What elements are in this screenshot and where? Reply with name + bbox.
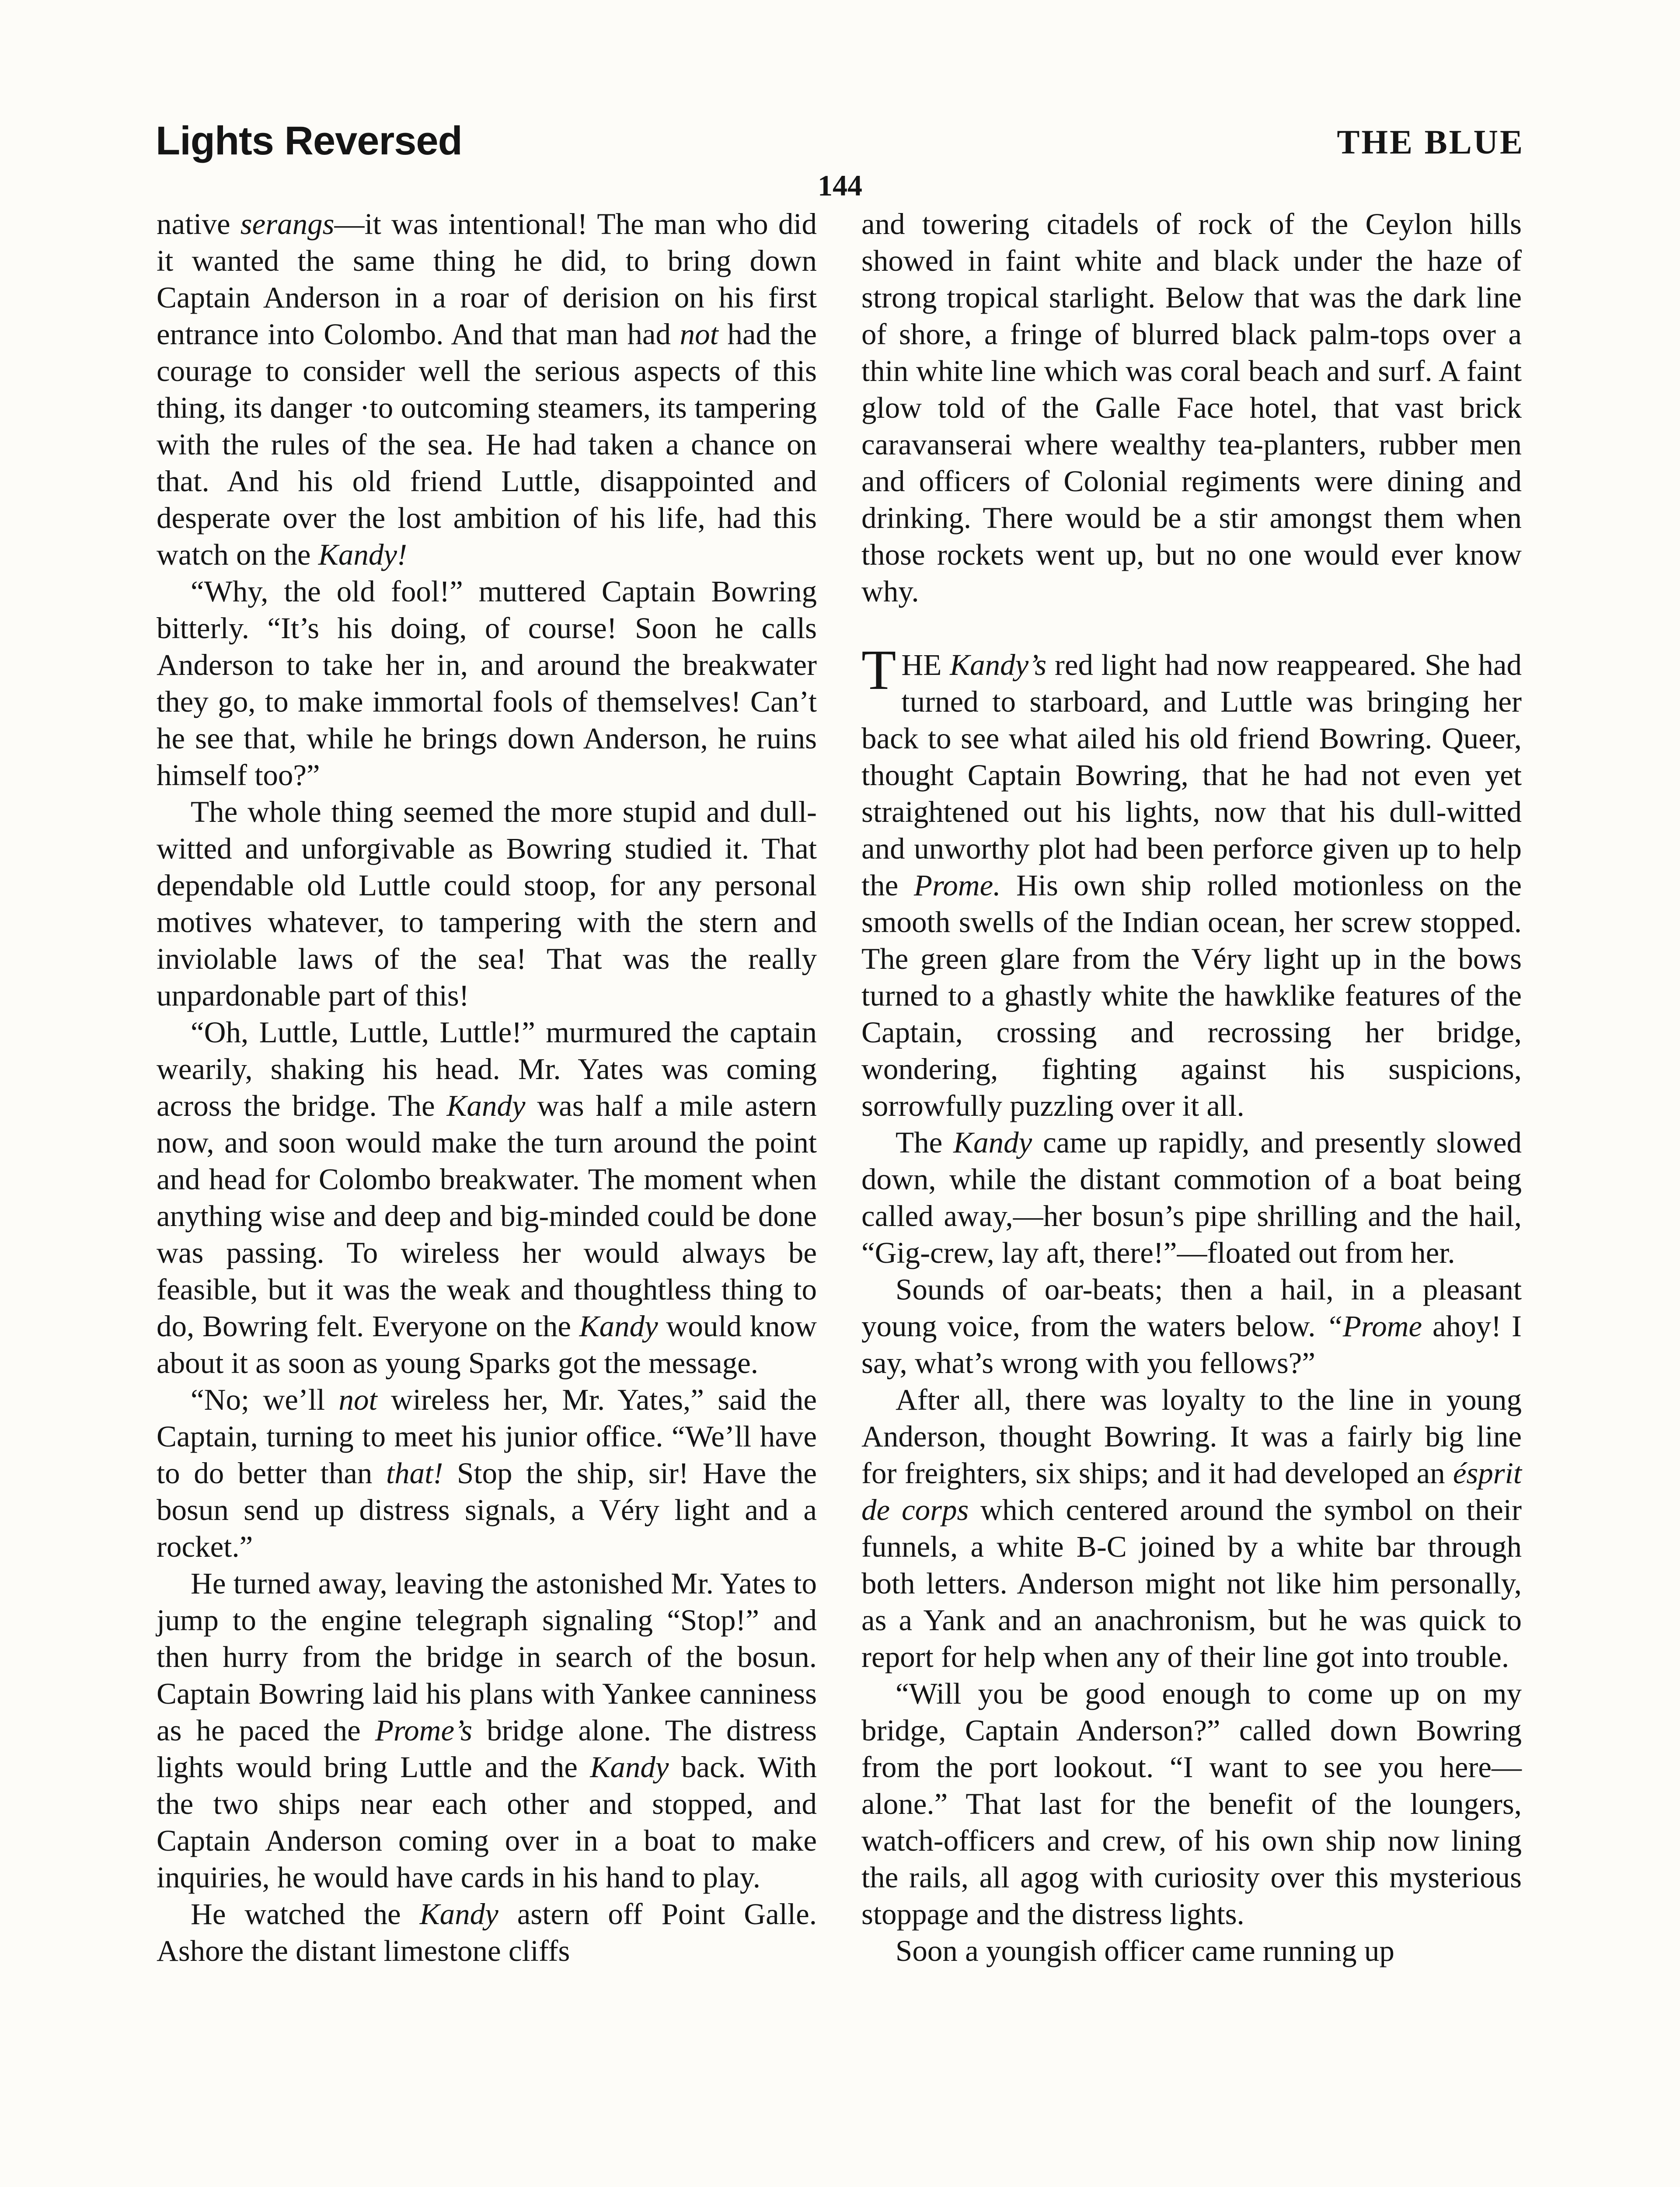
page-number: 144: [818, 169, 862, 202]
paragraph-text: HE Kandy’s red light had now reappeared. She had turned to starboard, and Luttle was bringing her back to see what ailed his old friend Bowring. Queer, thought Captain Bowring, that he had not even yet straightened out his lights, now that his dull-witted and unworthy plot had been perforce given up to help the Prome. His own ship rolled motionless on the smooth swells of the Indian ocean, her screw stopped. The green glare from the Véry light up in the bows turned to a ghastly white the hawklike features of the Captain, crossing and recrossing her bridge, wondering, fighting against his suspicions, sorrowfully puzzling over it all.: [861, 648, 1522, 1122]
section-opening-paragraph: [861, 639, 1522, 1124]
running-header: [156, 118, 1524, 175]
right-column: [861, 206, 1522, 1969]
paragraph: He watched the Kandy astern off Point Galle. Ashore the distant limestone cliffs: [157, 1897, 817, 1967]
paragraph: “No; we’ll not wireless her, Mr. Yates,” said the Captain, turning to meet his junior office. “We’ll have to do better than that! Stop the ship, sir! Have the bosun send up distress signals, a Véry light and a rocket.”: [157, 1383, 817, 1563]
paragraph: “Why, the old fool!” muttered Captain Bowring bitterly. “It’s his doing, of course! Soon he calls Anderson to take her in, and around the breakwater they go, to make immortal fools of themselves! Can’t he see that, while he brings down Anderson, he ruins himself too?”: [157, 575, 817, 792]
paragraph: and towering citadels of rock of the Ceylon hills showed in faint white and black under the haze of strong tropical starlight. Below that was the dark line of shore, a fringe of blurred black palm-tops over a thin white line which was coral beach and surf. A faint glow told of the Galle Face hotel, that vast brick caravanserai where wealthy tea-planters, rubber men and officers of Colonial regiments were dining and drinking. There would be a stir amongst them when those rockets went up, but no one would ever know why.: [861, 207, 1522, 608]
paragraph: Soon a youngish officer came running up: [896, 1934, 1394, 1967]
paragraph: Sounds of oar-beats; then a hail, in a pleasant young voice, from the waters below. “Prome ahoy! I say, what’s wrong with you fellows?”: [861, 1273, 1522, 1380]
paragraph: He turned away, leaving the astonished Mr. Yates to jump to the engine telegraph signaling “Stop!” and then hurry from the bridge in search of the bosun. Captain Bowring laid his plans with Yankee canniness as he paced the Prome’s bridge alone. The distress lights would bring Luttle and the Kandy back. With the two ships near each other and stopped, and Captain Anderson coming over in a boat to make inquiries, he would have cards in his hand to play.: [157, 1567, 817, 1894]
paragraph: native serangs—it was intentional! The man who did it wanted the same thing he did, to bring down Captain Anderson in a roar of derision on his first entrance into Colombo. And that man had not had the courage to consider well the serious aspects of this thing, its danger ·to outcoming steamers, its tampering with the rules of the sea. He had taken a chance on that. And his old friend Luttle, disappointed and desperate over the lost ambition of his life, had this watch on the Kandy!: [157, 207, 817, 571]
paragraph: After all, there was loyalty to the line in young Anderson, thought Bowring. It was a fairly big line for freighters, six ships; and it had developed an ésprit de corps which centered around the symbol on their funnels, a white B-C joined by a white bar through both letters. Anderson might not like him personally, as a Yank and an anachronism, but he was quick to report for help when any of their line got into trouble.: [861, 1383, 1522, 1673]
paragraph: The Kandy came up rapidly, and presently slowed down, while the distant commotion of a boat being called away,—her bosun’s pipe shrilling and the hail, “Gig-crew, lay aft, there!”—floated out from her.: [861, 1126, 1522, 1269]
story-title: Lights Reversed: [156, 119, 462, 163]
left-column: [157, 206, 817, 1969]
paragraph: The whole thing seemed the more stupid and dull-witted and unforgivable as Bowring studied it. That dependable old Luttle could stoop, for any personal motives whatever, to tampering with the stern and inviolable laws of the sea! That was the really unpardonable part of this!: [157, 795, 817, 1012]
paragraph: “Will you be good enough to come up on my bridge, Captain Anderson?” called down Bowring from the port lookout. “I want to see you here—alone.” That last for the benefit of the loungers, watch-officers and crew, of his own ship now lining the rails, all agog with curiosity over this mysterious stoppage and the distress lights.: [861, 1677, 1522, 1931]
paragraph: “Oh, Luttle, Luttle, Luttle!” murmured the captain wearily, shaking his head. Mr. Yates was coming across the bridge. The Kandy was half a mile astern now, and soon would make the turn around the point and head for Colombo breakwater. The moment when anything wise and deep and big-minded could be done was passing. To wireless her would always be feasible, but it was the weak and thoughtless thing to do, Bowring felt. Everyone on the Kandy would know about it as soon as young Sparks got the message.: [157, 1016, 817, 1380]
drop-cap: T: [861, 639, 896, 702]
magazine-title: THE BLUE: [1337, 123, 1524, 161]
